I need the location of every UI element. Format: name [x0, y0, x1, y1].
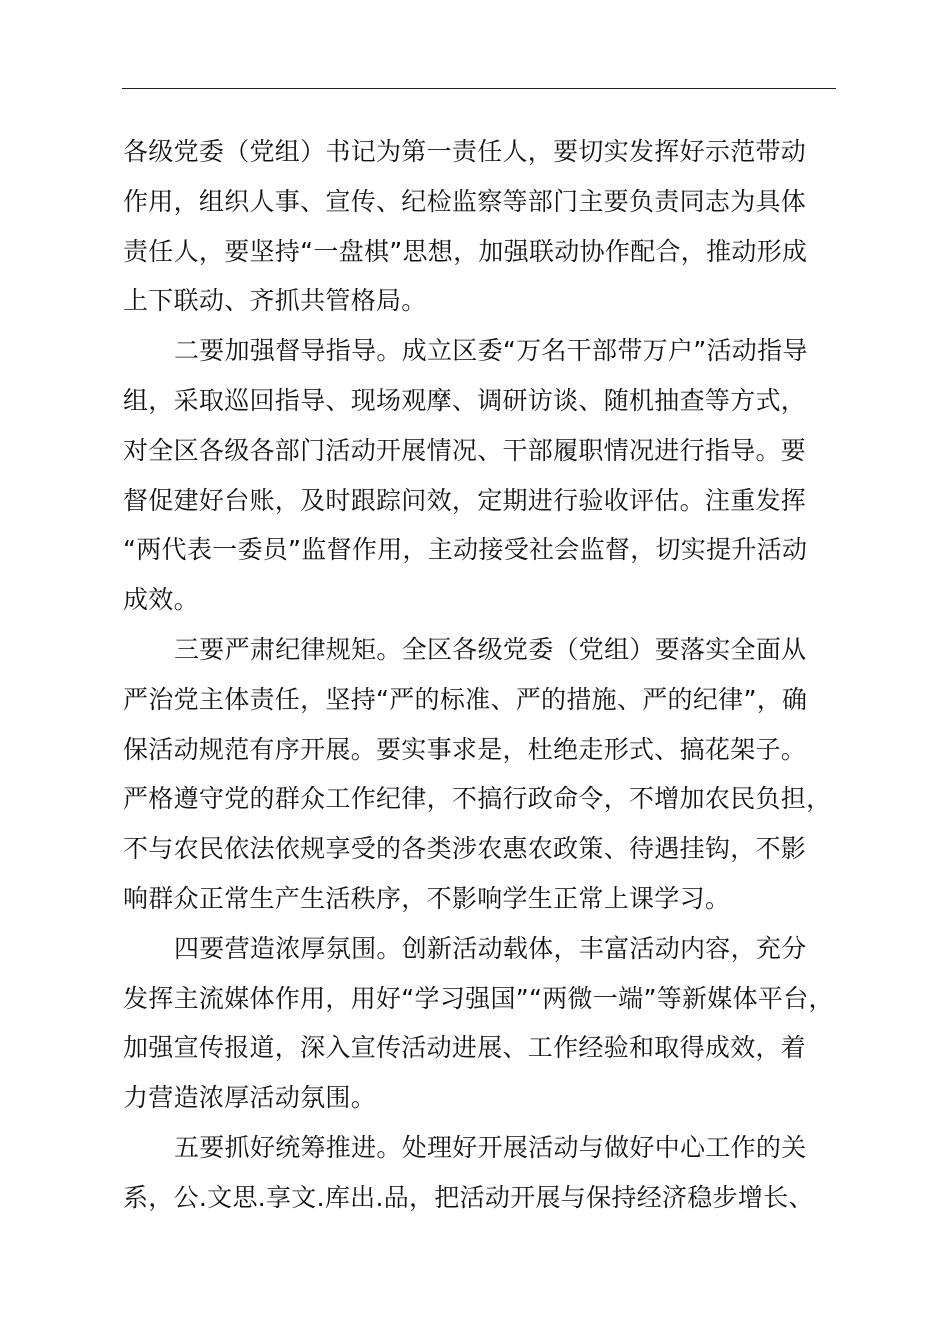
text-line: 三要严肃纪律规矩。全区各级党委（党组）要落实全面从 [174, 634, 807, 664]
text-line: 上下联动、齐抓共管格局。 [123, 286, 427, 316]
body-text [123, 127, 863, 1223]
text-line: 严治党主体责任，坚持“严的标准、严的措施、严的纪律”，确 [123, 684, 808, 714]
text-line: 严格遵守党的群众工作纪律，不搞行政命令，不增加农民负担， [123, 784, 832, 814]
text-line: 加强宣传报道，深入宣传活动进展、工作经验和取得成效，着 [123, 1033, 807, 1063]
text-line: 对全区各级各部门活动开展情况、干部履职情况进行指导。要 [123, 435, 807, 465]
text-line: 作用，组织人事、宣传、纪检监察等部门主要负责同志为具体 [123, 186, 807, 216]
text-line: 保活动规范有序开展。要实事求是，杜绝走形式、搞花架子。 [123, 734, 807, 764]
text-line: 各级党委（党组）书记为第一责任人，要切实发挥好示范带动 [123, 137, 807, 166]
paragraph-coordination [123, 1123, 863, 1223]
text-line: 不与农民依法依规享受的各类涉农惠农政策、待遇挂钩，不影 [123, 834, 807, 864]
text-line: 督促建好台账，及时跟踪问效，定期进行验收评估。注重发挥 [123, 485, 807, 515]
text-line: 系，公.文思.享文.库出.品，把活动开展与保持经济稳步增长、 [123, 1182, 814, 1212]
text-line: 五要抓好统筹推进。处理好开展活动与做好中心工作的关 [174, 1132, 807, 1162]
paragraph-discipline [123, 625, 863, 924]
text-line: “两代表一委员”监督作用，主动接受社会监督，切实提升活动 [123, 535, 808, 565]
paragraph-atmosphere [123, 924, 863, 1123]
paragraph-responsibility [123, 127, 863, 326]
text-line: 组，采取巡回指导、现场观摩、调研访谈、随机抽查等方式， [123, 385, 807, 415]
text-line: 成效。 [123, 585, 199, 615]
text-line: 力营造浓厚活动氛围。 [123, 1083, 377, 1113]
text-line: 发挥主流媒体作用，用好“学习强国”“两微一端”等新媒体平台， [123, 983, 834, 1013]
text-line: 责任人，要坚持“一盘棋”思想，加强联动协作配合，推动形成 [123, 236, 808, 266]
header-rule [122, 88, 836, 89]
paragraph-supervision [123, 326, 863, 625]
text-line: 二要加强督导指导。成立区委“万名干部带万户”活动指导 [174, 336, 808, 366]
text-line: 四要营造浓厚氛围。创新活动载体，丰富活动内容，充分 [174, 933, 807, 963]
text-line: 响群众正常生产生活秩序，不影响学生正常上课学习。 [123, 883, 731, 913]
